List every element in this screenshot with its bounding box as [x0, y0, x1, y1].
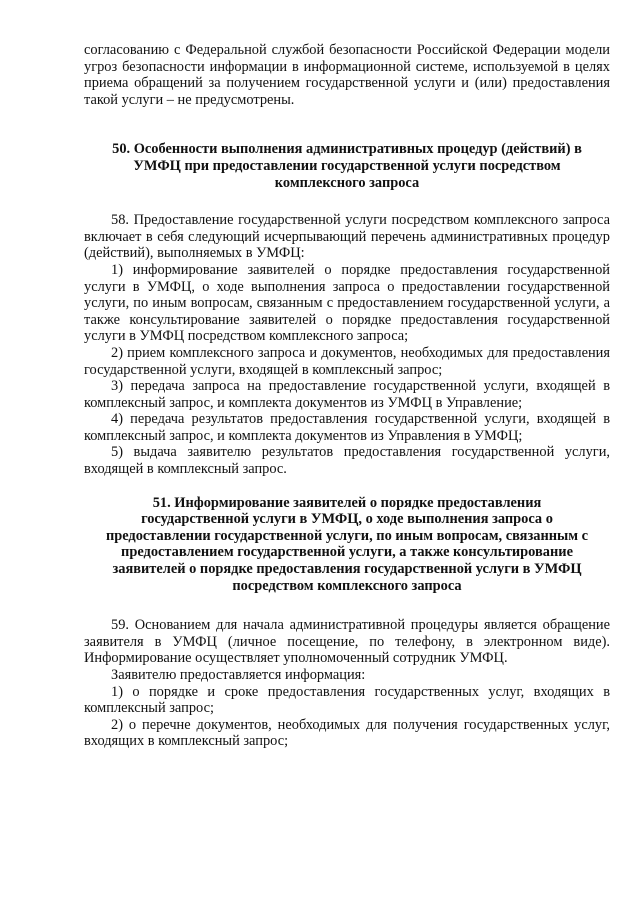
- list-item: 3) передача запроса на предоставление государственной услуги, входящей в комплексный запрос, и комплекта документов из УМФЦ в Управление;: [84, 378, 610, 411]
- list-item: 1) о порядке и сроке предоставления государственных услуг, входящих в комплексный запрос;: [84, 683, 610, 717]
- section-51-heading: 51. Информирование заявителей о порядке предоставления государственной услуги в УМФЦ, о ходе выполнения запроса о предоставлении государственной услуги, по иным вопросам, связанным с предоставлением государственной услуги, а также консультирование заявителей о порядке предоставления государственной услуги в УМФЦ посредством комплексного запроса: [105, 494, 589, 594]
- list-item: 1) информирование заявителей о порядке предоставления государственной услуги в УМФЦ, о ходе выполнения запроса о предоставлении государственной услуги, по иным вопросам, связанным с предоставлением государственной услуги, а также консультирование заявителей о порядке предоставления государственной услуги в УМФЦ посредством комплексного запроса;: [84, 261, 610, 345]
- paragraph-59: 59. Основанием для начала административной процедуры является обращение заявителя в УМФЦ (личное посещение, по телефону, в электронном виде). Информирование осуществляет уполномоченный сотрудник УМФЦ.: [84, 617, 610, 667]
- list-item: 2) о перечне документов, необходимых для получения государственных услуг, входящих в комплексный запрос;: [84, 716, 610, 750]
- info-intro: Заявителю предоставляется информация:: [111, 667, 366, 683]
- list-item: 4) передача результатов предоставления государственной услуги, входящей в комплексный запрос, и комплекта документов из Управления в УМФЦ;: [84, 411, 610, 444]
- intro-paragraph: согласованию с Федеральной службой безопасности Российской Федерации модели угроз безопасности информации в информационной системе, используемой в целях приема обращений за получением государственной услуги и (или) предоставления такой услуги – не предусмотрены.: [84, 42, 610, 108]
- list-item: 5) выдача заявителю результатов предоставления государственной услуги, входящей в комплексный запрос.: [84, 444, 610, 478]
- list-item: 2) прием комплексного запроса и документов, необходимых для предоставления государственной услуги, входящей в комплексный запрос;: [84, 344, 610, 378]
- paragraph-58: 58. Предоставление государственной услуги посредством комплексного запроса включает в себя следующий исчерпывающий перечень административных процедур (действий), выполняемых в УМФЦ:: [84, 212, 610, 262]
- section-50-heading: 50. Особенности выполнения административных процедур (действий) в УМФЦ при предоставлении государственной услуги посредством комплексного запроса: [112, 141, 582, 191]
